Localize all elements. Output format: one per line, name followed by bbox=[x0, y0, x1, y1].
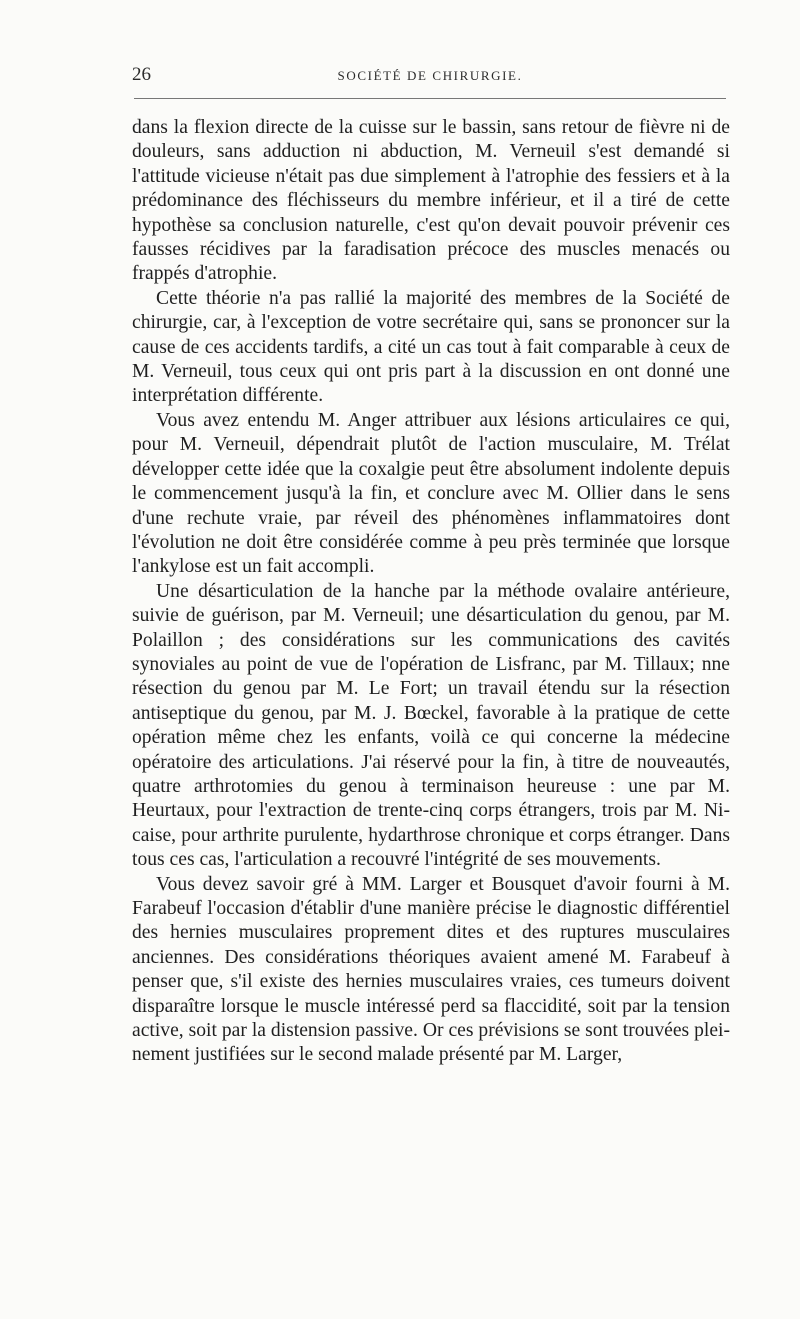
paragraph-1: dans la flexion directe de la cuisse sur le bassin, sans retour de fièvre ni de douleurs, sans adduction ni abduction, M. Verneuil s'est demandé si l'attitude vicieuse n'était pas due simplement à l'atrophie des fessiers et à la prédominance des fléchisseurs du membre inférieur, et il a tiré de cette hypothèse sa conclusion naturelle, c'est qu'on devait pouvoir prévenir ces fausses récidives par la faradisation précoce des muscles menacés ou frappés d'atrophie. bbox=[132, 117, 730, 285]
page-header bbox=[132, 64, 728, 90]
paragraph-4: Une désarticulation de la hanche par la méthode ovalaire antérieure, suivie de guérison, par M. Verneuil; une désarticulation du genou, par M. Polaillon ; des considérations sur les communications des cavités synoviales au point de vue de l'opération de Lisfranc, par M. Tillaux; nne résection du genou par M. Le Fort; un travail étendu sur la résection antiseptique du genou, par M. J. Bœckel, favorable à la pratique de cette opération même chez les enfants, voilà ce qui concerne la médecine opératoire des articulations. J'ai réservé pour la fin, à titre de nouveautés, quatre arthrotomies du genou à terminaison heureuse : une par M. Heurtaux, pour l'extraction de trente-cinq corps étrangers, trois par M. Nicaise, pour arthrite purulente, hydarthrose chronique et corps étranger. Dans tous ces cas, l'articulation a recouvré l'intégrité de ses mouvements. bbox=[132, 580, 730, 871]
header-rule bbox=[134, 98, 726, 99]
paragraph-3: Vous avez entendu M. Anger attribuer aux lésions articulaires ce qui, pour M. Verneuil, dépendrait plutôt de l'action musculaire, M. Trélat développer cette idée que la coxalgie peut être absolument indolente depuis le commencement jusqu'à la fin, et conclure avec M. Ollier dans le sens d'une rechute vraie, par réveil des phénomènes inflammatoires dont l'évolution ne doit être considérée comme à peu près terminée que lorsque l'ankylose est un fait accompli. bbox=[132, 409, 730, 578]
paragraph-5: Vous devez savoir gré à MM. Larger et Bousquet d'avoir fourni à M. Farabeuf l'occasion d'établir d'une manière précise le diagnostic différentiel des hernies musculaires proprement dites et des ruptures musculaires anciennes. Des considérations théoriques avaient amené M. Farabeuf à penser que, s'il existe des hernies musculaires vraies, ces tumeurs doivent disparaître lorsque le muscle intéressé perd sa flaccidité, soit par la tension active, soit par la distension passive. Or ces prévisions se sont trouvées pleinement justifiées sur le second malade présenté par M. Larger, bbox=[132, 873, 730, 1066]
page-number: 26 bbox=[132, 64, 151, 85]
body-text bbox=[132, 116, 730, 1068]
running-head: SOCIÉTÉ DE CHIRURGIE. bbox=[337, 68, 523, 83]
paragraph-2: Cette théorie n'a pas rallié la majorité des membres de la Société de chirurgie, car, à l'exception de votre secrétaire qui, sans se prononcer sur la cause de ces accidents tardifs, a cité un cas tout à fait comparable à ceux de M. Verneuil, tous ceux qui ont pris part à la discussion en ont donné une interprétation différente. bbox=[132, 287, 730, 407]
